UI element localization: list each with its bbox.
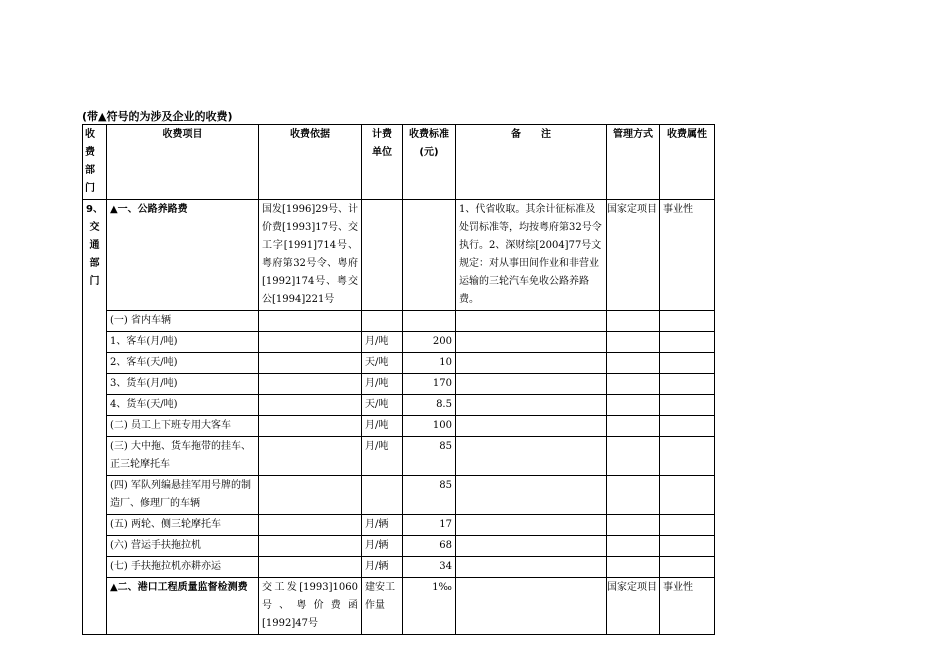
section-row xyxy=(83,200,715,311)
row-mgmt xyxy=(606,437,659,476)
row-standard: 100 xyxy=(402,416,455,437)
row-unit: 月/吨 xyxy=(361,416,402,437)
row-basis xyxy=(258,536,361,557)
dept-cell: 9、交通部门 xyxy=(83,200,107,635)
section-attr: 事业性 xyxy=(659,200,714,311)
section-unit xyxy=(361,200,402,311)
row-unit xyxy=(361,311,402,332)
row-basis xyxy=(258,353,361,374)
row-attr xyxy=(659,536,714,557)
row-basis xyxy=(258,416,361,437)
header-attr: 收费属性 xyxy=(659,125,714,200)
row-basis xyxy=(258,395,361,416)
row-attr xyxy=(659,416,714,437)
row-mgmt xyxy=(606,353,659,374)
row-standard: 10 xyxy=(402,353,455,374)
row-remark xyxy=(455,311,606,332)
row-standard: 8.5 xyxy=(402,395,455,416)
row-item: (二) 员工上下班专用大客车 xyxy=(106,416,258,437)
header-dept: 收费部门 xyxy=(83,125,107,200)
row-remark xyxy=(455,332,606,353)
row-attr xyxy=(659,374,714,395)
row-mgmt xyxy=(606,332,659,353)
row-unit: 月/吨 xyxy=(361,437,402,476)
header-standard xyxy=(402,125,455,200)
section-title: ▲一、公路养路费 xyxy=(106,200,258,311)
table-row xyxy=(83,395,715,416)
fee-table xyxy=(82,124,715,635)
row-unit: 天/吨 xyxy=(361,395,402,416)
row-remark xyxy=(455,476,606,515)
row-attr xyxy=(659,437,714,476)
header-unit xyxy=(361,125,402,200)
row-item: (五) 两轮、侧三轮摩托车 xyxy=(106,515,258,536)
header-unit-line1: 计费 xyxy=(371,129,392,140)
row-basis xyxy=(258,311,361,332)
section-mgmt: 国家定项目 xyxy=(606,200,659,311)
row-mgmt xyxy=(606,311,659,332)
row-attr xyxy=(659,353,714,374)
row-standard: 85 xyxy=(402,437,455,476)
section-basis: 交工发[1993]1060号、粤价费函[1992]47号 xyxy=(258,578,361,635)
row-unit: 天/吨 xyxy=(361,353,402,374)
section-basis: 国发[1996]29号、计价费[1993]17号、交工字[1991]714号、粤府第32号令、粤府[1992]174号、粤交公[1994]221号 xyxy=(258,200,361,311)
row-item: 3、货车(月/吨) xyxy=(106,374,258,395)
row-item: (七) 手扶拖拉机亦耕亦运 xyxy=(106,557,258,578)
row-item: (三) 大中拖、货车拖带的挂车、正三轮摩托车 xyxy=(106,437,258,476)
row-attr xyxy=(659,332,714,353)
row-standard: 17 xyxy=(402,515,455,536)
row-mgmt xyxy=(606,557,659,578)
row-basis xyxy=(258,332,361,353)
row-standard: 68 xyxy=(402,536,455,557)
row-unit: 月/辆 xyxy=(361,515,402,536)
row-mgmt xyxy=(606,416,659,437)
section-mgmt: 国家定项目 xyxy=(606,578,659,635)
header-basis: 收费依据 xyxy=(258,125,361,200)
table-row xyxy=(83,536,715,557)
table-row xyxy=(83,311,715,332)
row-unit xyxy=(361,476,402,515)
row-remark xyxy=(455,353,606,374)
table-row xyxy=(83,437,715,476)
row-basis xyxy=(258,437,361,476)
row-attr xyxy=(659,557,714,578)
row-unit: 月/吨 xyxy=(361,374,402,395)
row-attr xyxy=(659,515,714,536)
header-standard-line1: 收费标准 xyxy=(408,129,449,140)
row-remark xyxy=(455,374,606,395)
row-item: 1、客车(月/吨) xyxy=(106,332,258,353)
row-standard: 85 xyxy=(402,476,455,515)
section-standard: 1‰ xyxy=(402,578,455,635)
row-mgmt xyxy=(606,536,659,557)
row-mgmt xyxy=(606,374,659,395)
table-row xyxy=(83,557,715,578)
table-row xyxy=(83,416,715,437)
row-item: 2、客车(天/吨) xyxy=(106,353,258,374)
section-standard xyxy=(402,200,455,311)
row-attr xyxy=(659,395,714,416)
header-remark: 备 注 xyxy=(455,125,606,200)
header-unit-line2: 单位 xyxy=(371,147,392,158)
row-remark xyxy=(455,557,606,578)
section-remark: 1、代省收取。其余计征标准及处罚标准等，均按粤府第32号令执行。2、深财综[2004]77号文规定：对从事田间作业和非营业运输的三轮汽车免收公路养路费。 xyxy=(455,200,606,311)
row-remark xyxy=(455,416,606,437)
row-basis xyxy=(258,374,361,395)
row-remark xyxy=(455,536,606,557)
row-item: (六) 营运手扶拖拉机 xyxy=(106,536,258,557)
table-caption: (带▲符号的为涉及企业的收费) xyxy=(82,110,233,123)
row-mgmt xyxy=(606,515,659,536)
row-attr xyxy=(659,311,714,332)
row-basis xyxy=(258,557,361,578)
section-remark xyxy=(455,578,606,635)
section-title: ▲二、港口工程质量监督检测费 xyxy=(106,578,258,635)
row-basis xyxy=(258,515,361,536)
row-unit: 月/辆 xyxy=(361,536,402,557)
header-standard-line2: (元) xyxy=(419,147,439,158)
row-remark xyxy=(455,437,606,476)
table-row xyxy=(83,515,715,536)
row-item: (一) 省内车辆 xyxy=(106,311,258,332)
header-row xyxy=(83,125,715,200)
row-attr xyxy=(659,476,714,515)
row-item: 4、货车(天/吨) xyxy=(106,395,258,416)
row-mgmt xyxy=(606,395,659,416)
header-item: 收费项目 xyxy=(106,125,258,200)
section-row xyxy=(83,578,715,635)
row-mgmt xyxy=(606,476,659,515)
section-unit: 建安工作量 xyxy=(361,578,402,635)
row-standard: 170 xyxy=(402,374,455,395)
row-standard: 200 xyxy=(402,332,455,353)
table-row xyxy=(83,374,715,395)
row-remark xyxy=(455,515,606,536)
header-mgmt: 管理方式 xyxy=(606,125,659,200)
row-item: (四) 军队列编悬挂军用号牌的制造厂、修理厂的车辆 xyxy=(106,476,258,515)
row-remark xyxy=(455,395,606,416)
row-basis xyxy=(258,476,361,515)
table-row xyxy=(83,353,715,374)
section-attr: 事业性 xyxy=(659,578,714,635)
row-standard: 34 xyxy=(402,557,455,578)
row-unit: 月/吨 xyxy=(361,332,402,353)
table-row xyxy=(83,476,715,515)
row-standard xyxy=(402,311,455,332)
row-unit: 月/辆 xyxy=(361,557,402,578)
table-row xyxy=(83,332,715,353)
